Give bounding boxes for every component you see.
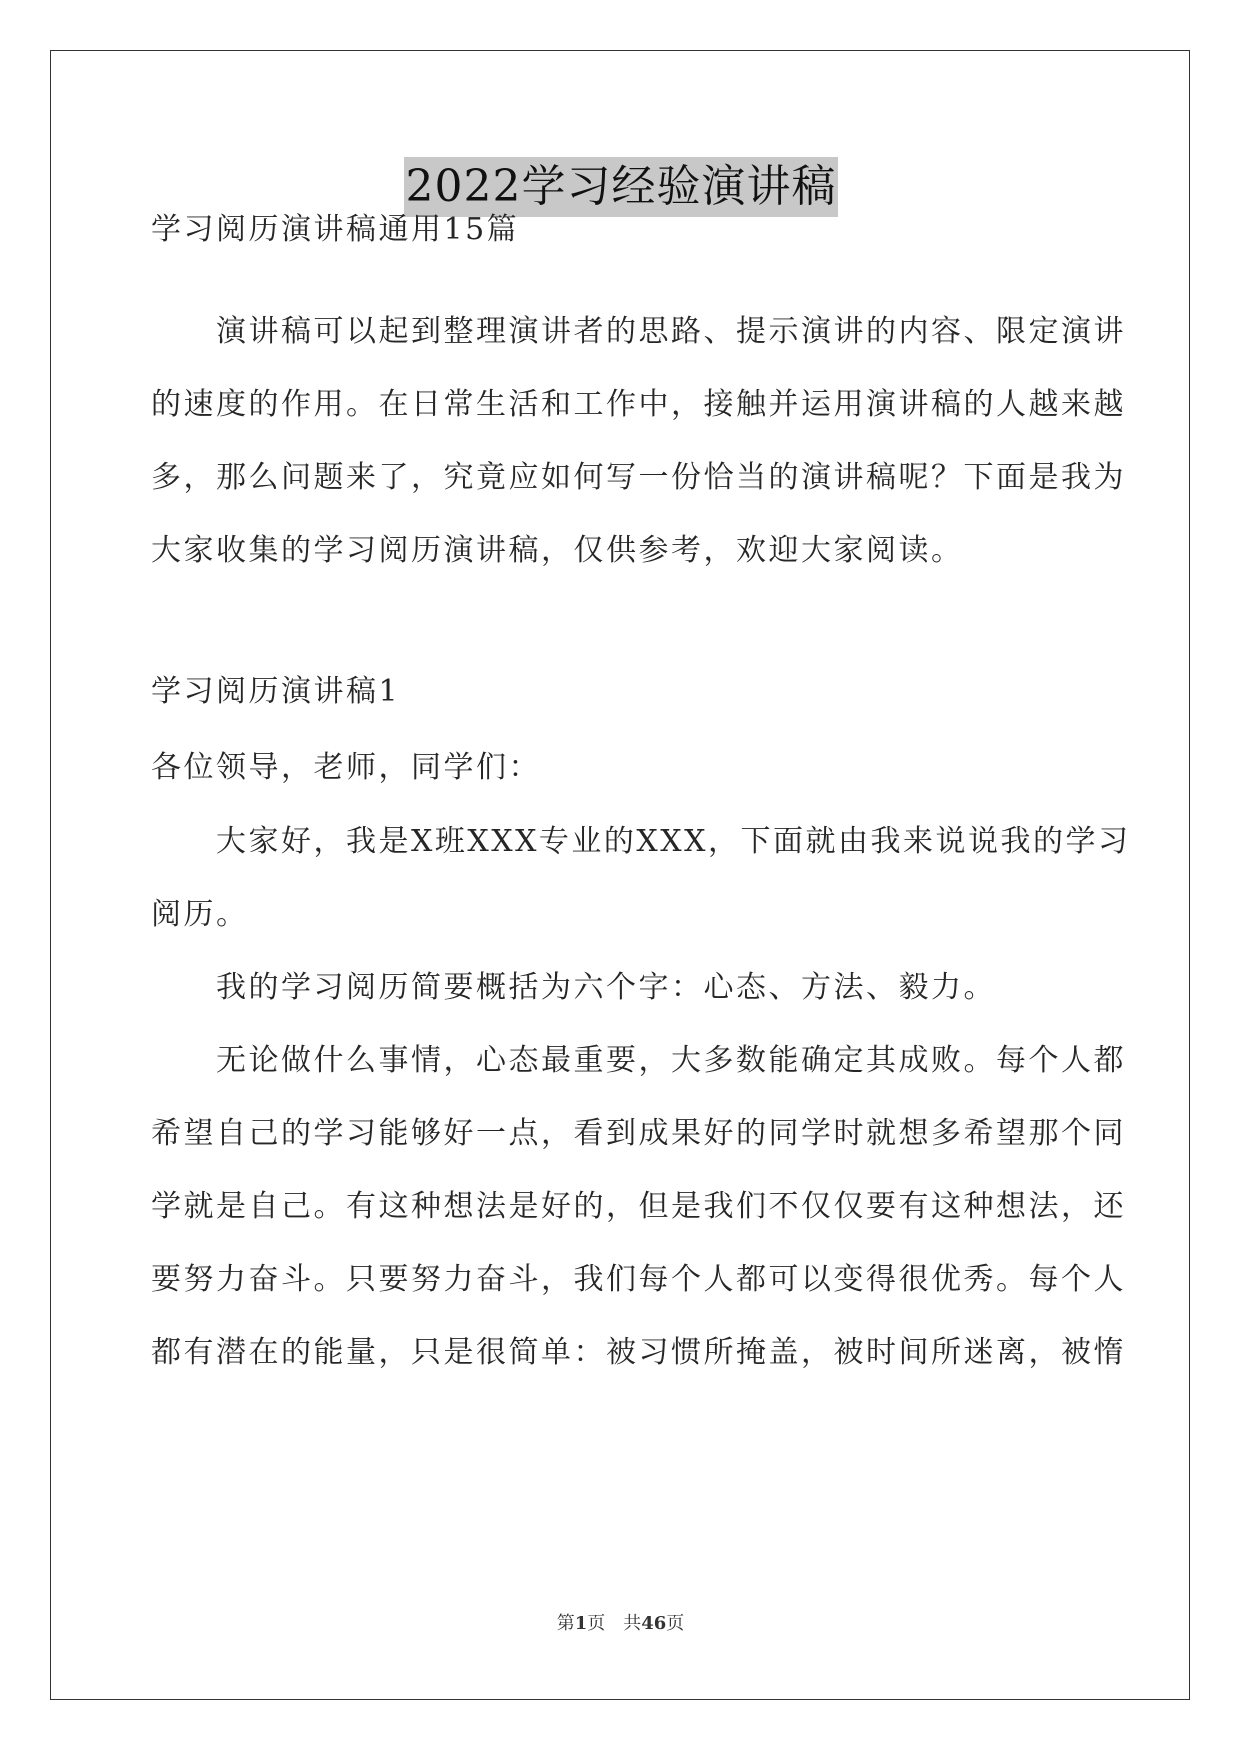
paragraph-line: 多，那么问题来了，究竟应如何写一份恰当的演讲稿呢？下面是我为 [151, 460, 1126, 495]
page-total: 46 [641, 1613, 667, 1634]
greeting-line: 各位领导，老师，同学们： [151, 750, 541, 785]
paragraph-line: 都有潜在的能量，只是很简单：被习惯所掩盖，被时间所迷离，被惰 [151, 1335, 1126, 1370]
title-container [151, 157, 1091, 217]
paragraph-line: 阅历。 [151, 897, 249, 932]
paragraph-line: 学就是自己。有这种想法是好的，但是我们不仅仅要有这种想法，还 [151, 1189, 1126, 1224]
page-footer [0, 1612, 1241, 1636]
paragraph-line: 希望自己的学习能够好一点，看到成果好的同学时就想多希望那个同 [151, 1116, 1126, 1151]
paragraph-line: 要努力奋斗。只要努力奋斗，我们每个人都可以变得很优秀。每个人 [151, 1262, 1126, 1297]
section-heading: 学习阅历演讲稿1 [151, 674, 401, 709]
paragraph-line: 无论做什么事情，心态最重要，大多数能确定其成败。每个人都 [151, 1043, 1126, 1078]
paragraph-line: 大家收集的学习阅历演讲稿，仅供参考，欢迎大家阅读。 [151, 533, 964, 568]
document-title: 2022学习经验演讲稿 [404, 157, 839, 217]
document-subtitle: 学习阅历演讲稿通用15篇 [151, 212, 520, 247]
paragraph-line: 我的学习阅历简要概括为六个字：心态、方法、毅力。 [151, 970, 996, 1005]
page-mid: 页 共 [587, 1613, 642, 1634]
paragraph-line: 大家好，我是X班XXX专业的XXX，下面就由我来说说我的学习 [151, 824, 1131, 859]
page-suffix: 页 [666, 1613, 685, 1634]
page-current: 1 [574, 1613, 588, 1634]
page-prefix: 第 [556, 1613, 575, 1634]
paragraph-line: 的速度的作用。在日常生活和工作中，接触并运用演讲稿的人越来越 [151, 387, 1126, 422]
page-border [50, 50, 1190, 1700]
paragraph-line: 演讲稿可以起到整理演讲者的思路、提示演讲的内容、限定演讲 [151, 314, 1126, 349]
